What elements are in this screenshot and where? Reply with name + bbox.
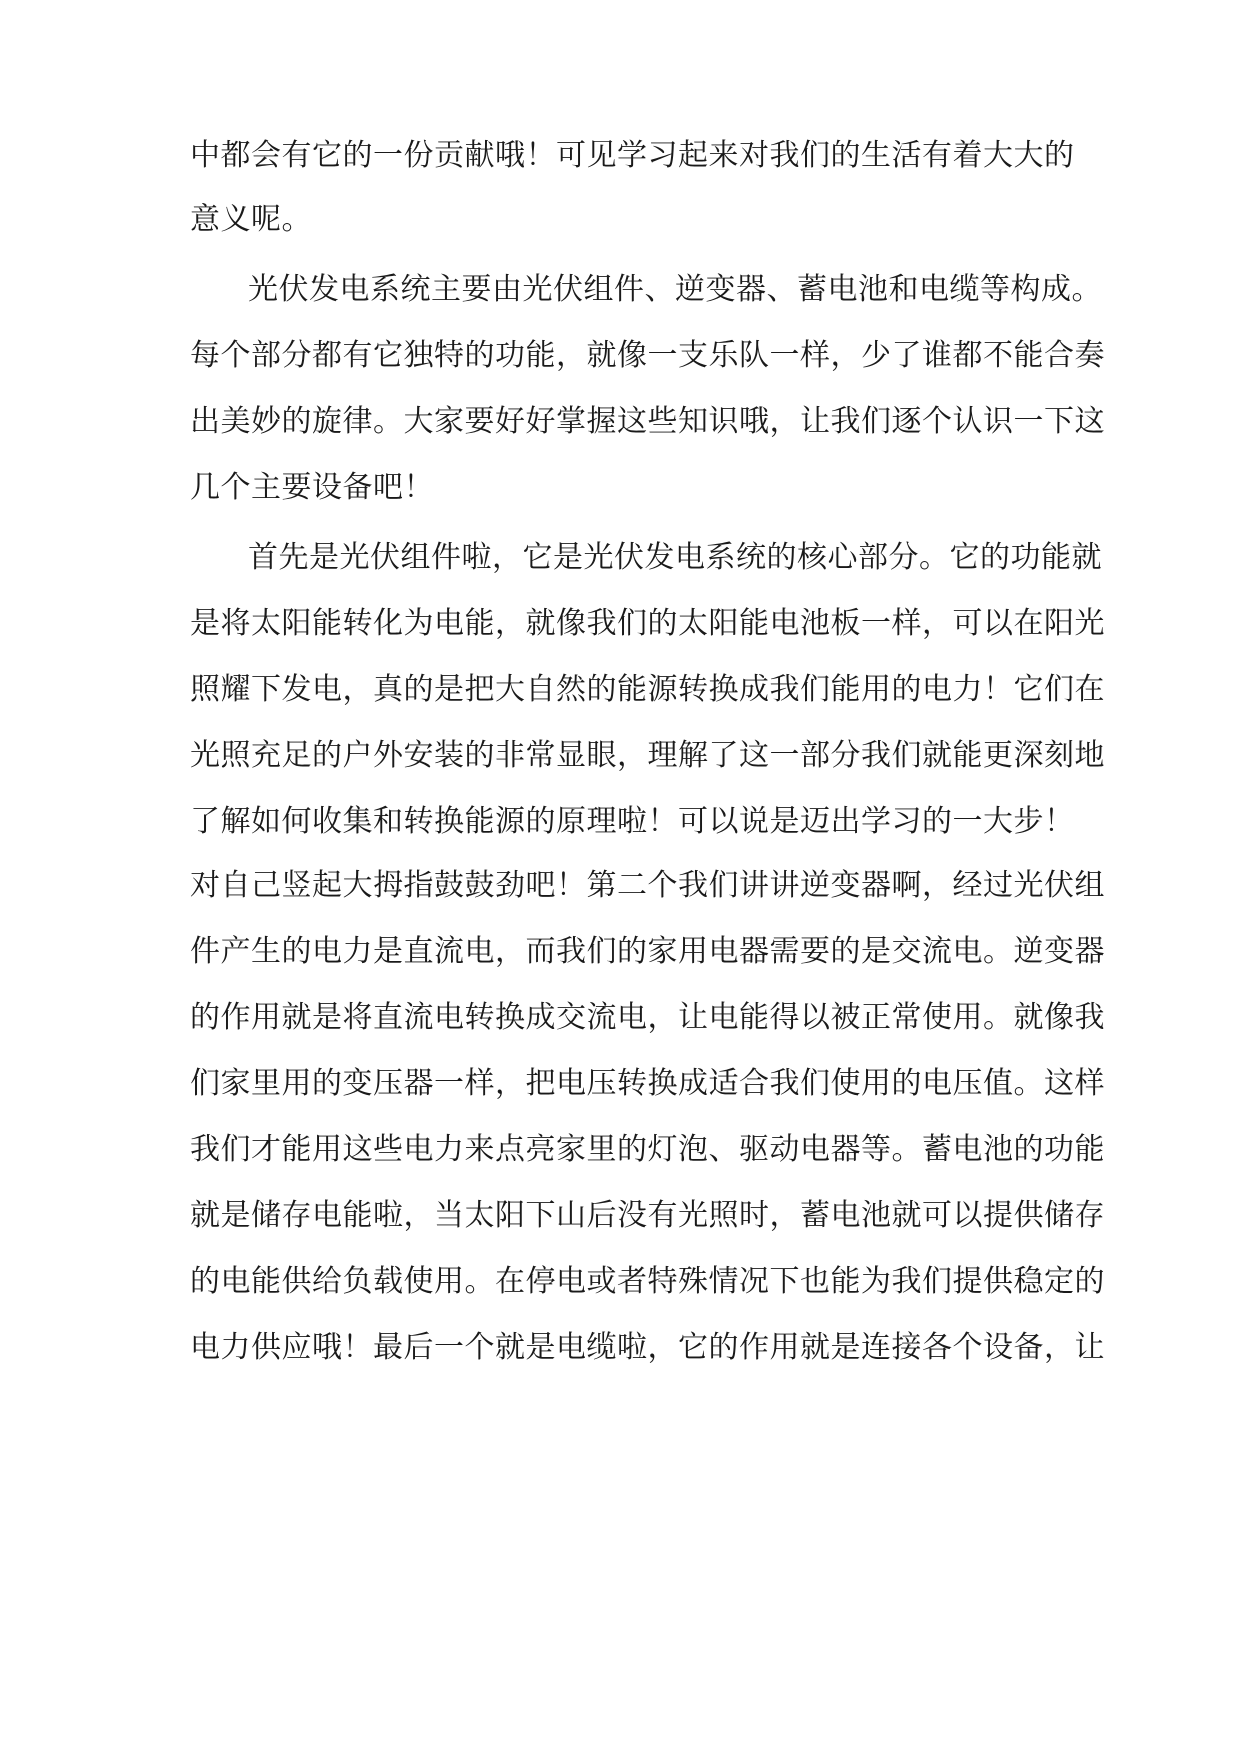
text-line: 就是储存电能啦，当太阳下山后没有光照时，蓄电池就可以提供储存 — [190, 1198, 1105, 1233]
text-line: 电力供应哦！最后一个就是电缆啦，它的作用就是连接各个设备，让 — [190, 1330, 1105, 1365]
paragraph-first-line: 首先是光伏组件啦，它是光伏发电系统的核心部分。它的功能就 — [248, 540, 1102, 575]
text-line: 中都会有它的一份贡献哦！可见学习起来对我们的生活有着大大的 — [190, 138, 1075, 173]
text-line: 件产生的电力是直流电，而我们的家用电器需要的是交流电。逆变器 — [190, 934, 1105, 969]
text-line: 的电能供给负载使用。在停电或者特殊情况下也能为我们提供稳定的 — [190, 1264, 1105, 1299]
text-line: 们家里用的变压器一样，把电压转换成适合我们使用的电压值。这样 — [190, 1066, 1105, 1101]
text-line: 几个主要设备吧！ — [190, 470, 434, 505]
text-line: 照耀下发电，真的是把大自然的能源转换成我们能用的电力！它们在 — [190, 672, 1105, 707]
paragraph-first-line: 光伏发电系统主要由光伏组件、逆变器、蓄电池和电缆等构成。 — [248, 272, 1102, 307]
text-line: 光照充足的户外安装的非常显眼，理解了这一部分我们就能更深刻地 — [190, 738, 1105, 773]
text-line: 了解如何收集和转换能源的原理啦！可以说是迈出学习的一大步！ — [190, 804, 1075, 839]
text-line: 的作用就是将直流电转换成交流电，让电能得以被正常使用。就像我 — [190, 1000, 1105, 1035]
text-line: 意义呢。 — [190, 202, 312, 237]
text-line: 出美妙的旋律。大家要好好掌握这些知识哦，让我们逐个认识一下这 — [190, 404, 1105, 439]
text-line: 对自己竖起大拇指鼓鼓劲吧！第二个我们讲讲逆变器啊，经过光伏组 — [190, 868, 1105, 903]
text-line: 每个部分都有它独特的功能，就像一支乐队一样，少了谁都不能合奏 — [190, 338, 1105, 373]
text-line: 是将太阳能转化为电能，就像我们的太阳能电池板一样，可以在阳光 — [190, 606, 1105, 641]
text-line: 我们才能用这些电力来点亮家里的灯泡、驱动电器等。蓄电池的功能 — [190, 1132, 1105, 1167]
